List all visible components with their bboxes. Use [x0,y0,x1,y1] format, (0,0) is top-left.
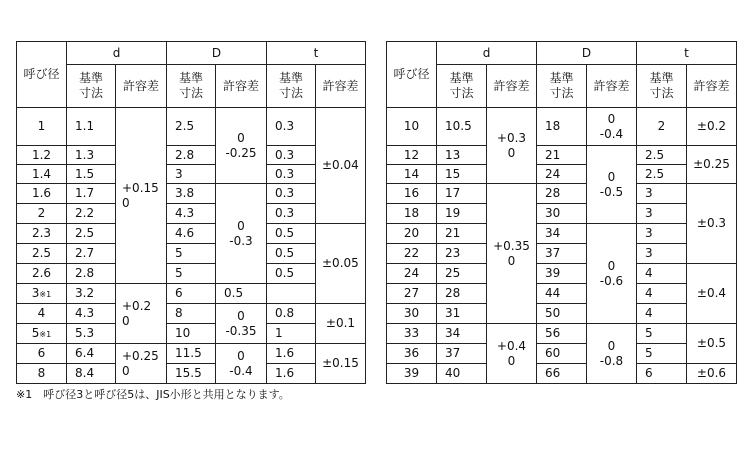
table-row [387,364,737,384]
D-basic-cell: 3.8 [167,184,216,204]
table-row [17,264,366,284]
d-basic-cell: 6.4 [67,344,116,364]
D-tolerance-cell: 0 -0.4 [587,108,637,146]
t-basic-cell: 3 [637,184,687,204]
D-basic-cell: 11.5 [167,344,216,364]
table-row [17,146,366,165]
nominal-cell: 10 [387,108,437,146]
table-row [387,284,737,304]
D-basic-cell: 5 [167,264,216,284]
nominal-cell: 30 [387,304,437,324]
header-d: d [437,42,537,65]
d-basic-cell: 2.8 [67,264,116,284]
t-basic-cell: 5 [637,344,687,364]
header-d: d [67,42,167,65]
D-tolerance-cell: 0 -0.25 [216,108,267,184]
t-basic-cell: 4 [637,284,687,304]
table-row [387,324,737,344]
nominal-cell: 39 [387,364,437,384]
nominal-cell: 2.6 [17,264,67,284]
footnote-marker: ※1 [39,289,52,299]
d-tolerance-cell: +0.2 0 [116,284,167,344]
D-basic-cell: 8 [167,304,216,324]
nominal-cell: 4 [17,304,67,324]
D-basic-cell: 50 [537,304,587,324]
D-basic-cell: 34 [537,224,587,244]
nominal-cell: 20 [387,224,437,244]
D-basic-cell: 39 [537,264,587,284]
t-basic-cell: 0.3 [267,204,316,224]
t-basic-cell: 2.5 [637,146,687,165]
nominal-cell: 6 [17,344,67,364]
d-basic-cell: 15 [437,165,487,184]
d-basic-cell: 1.7 [67,184,116,204]
table-row [387,344,737,364]
D-tolerance-cell: 0 -0.4 [216,344,267,384]
header-d-basic: 基準 寸法 [437,65,487,108]
d-basic-cell: 3.2 [67,284,116,304]
d-basic-cell: 10.5 [437,108,487,146]
d-basic-cell: 19 [437,204,487,224]
header-D-basic: 基準 寸法 [167,65,216,108]
t-basic-cell: 4 [637,304,687,324]
table-row [387,184,737,204]
header-D: D [537,42,637,65]
D-basic-cell: 37 [537,244,587,264]
d-basic-cell: 25 [437,264,487,284]
right-dimension-table [386,41,737,384]
table-row [17,204,366,224]
footnote: ※1 呼び径3と呼び径5は、JIS小形と共用となります。 [16,388,290,401]
d-basic-cell: 1.5 [67,165,116,184]
t-basic-cell: 2 [637,108,687,146]
nominal-cell: 8 [17,364,67,384]
D-basic-cell: 66 [537,364,587,384]
nominal-cell: 1.6 [17,184,67,204]
t-tolerance-cell: ±0.5 [687,324,737,364]
D-basic-cell: 2.5 [167,108,216,146]
d-tolerance-cell: +0.35 0 [487,184,537,324]
nominal-cell [17,324,67,344]
d-basic-cell: 2.7 [67,244,116,264]
d-basic-cell: 21 [437,224,487,244]
nominal-cell: 2 [17,204,67,224]
t-basic-cell: 3 [637,204,687,224]
header-t-tolerance: 許容差 [316,65,366,108]
t-basic-cell: 3 [637,244,687,264]
D-tolerance-cell: 0 -0.8 [587,324,637,384]
d-tolerance-cell: +0.15 0 [116,108,167,284]
table-row [17,224,366,244]
nominal-value: 5 [31,325,40,340]
D-basic-cell: 44 [537,284,587,304]
header-d-tolerance: 許容差 [116,65,167,108]
d-basic-cell: 2.2 [67,204,116,224]
table-row [387,304,737,324]
nominal-cell: 16 [387,184,437,204]
nominal-cell: 33 [387,324,437,344]
header-D-tolerance: 許容差 [587,65,637,108]
header-t-tolerance: 許容差 [687,65,737,108]
table-row [387,244,737,264]
nominal-cell: 2.3 [17,224,67,244]
D-basic-cell: 4.6 [167,224,216,244]
t-tolerance-cell: ±0.05 [316,224,366,304]
d-basic-cell: 2.5 [67,224,116,244]
table-row [17,184,366,204]
t-basic-cell: 0.8 [267,304,316,324]
header-t: t [637,42,737,65]
D-basic-cell: 4.3 [167,204,216,224]
header-t-basic: 基準 寸法 [637,65,687,108]
t-basic-cell: 0.3 [267,146,316,165]
t-tolerance-cell: ±0.04 [316,108,366,224]
table-row [17,324,366,344]
table-row [387,146,737,165]
t-tolerance-cell: ±0.6 [687,364,737,384]
t-basic-cell: 4 [637,264,687,284]
nominal-cell: 1 [17,108,67,146]
table-row [17,165,366,184]
header-d-tolerance: 許容差 [487,65,537,108]
t-tolerance-cell: ±0.2 [687,108,737,146]
D-basic-cell: 21 [537,146,587,165]
d-tolerance-cell: +0.3 0 [487,108,537,184]
table-row [17,364,366,384]
t-basic-cell: 5 [637,324,687,344]
d-tolerance-cell: +0.25 0 [116,344,167,384]
nominal-cell: 2.5 [17,244,67,264]
nominal-cell [17,284,67,304]
d-tolerance-cell: +0.4 0 [487,324,537,384]
t-tolerance-cell: ±0.3 [687,184,737,264]
header-nominal: 呼び径 [17,42,67,108]
nominal-cell: 27 [387,284,437,304]
t-basic-cell: 1.6 [267,344,316,364]
t-basic-cell: 1 [267,324,316,344]
d-basic-cell: 31 [437,304,487,324]
d-basic-cell: 4.3 [67,304,116,324]
nominal-cell: 22 [387,244,437,264]
nominal-cell: 1.2 [17,146,67,165]
t-basic-cell: 2.5 [637,165,687,184]
D-tolerance-cell: 0 -0.6 [587,224,637,324]
d-basic-cell: 28 [437,284,487,304]
table-row [17,108,366,146]
d-basic-cell: 5.3 [67,324,116,344]
table-row [17,344,366,364]
D-tolerance-cell: 0 -0.5 [587,146,637,224]
header-D: D [167,42,267,65]
header-d-basic: 基準 寸法 [67,65,116,108]
D-basic-cell: 56 [537,324,587,344]
d-basic-cell: 37 [437,344,487,364]
table-row [387,264,737,284]
table-row [17,304,366,324]
t-basic-cell: 3 [637,224,687,244]
D-basic-cell: 18 [537,108,587,146]
t-basic-cell: 0.3 [267,165,316,184]
header-t-basic: 基準 寸法 [267,65,316,108]
t-tolerance-cell: ±0.25 [687,146,737,184]
D-tolerance-cell: 0 -0.3 [216,184,267,284]
D-tolerance-cell: 0 -0.35 [216,304,267,344]
d-basic-cell: 23 [437,244,487,264]
t-basic-cell: 0.5 [267,224,316,244]
left-dimension-table [16,41,366,384]
D-basic-cell: 28 [537,184,587,204]
header-nominal: 呼び径 [387,42,437,108]
nominal-cell: 1.4 [17,165,67,184]
d-basic-cell: 17 [437,184,487,204]
footnote-marker: ※1 [39,329,52,339]
D-basic-cell: 6 [167,284,216,304]
D-basic-cell: 10 [167,324,216,344]
d-basic-cell: 1.1 [67,108,116,146]
t-basic-cell: 0.5 [216,284,267,304]
nominal-cell: 18 [387,204,437,224]
t-basic-cell: 0.3 [267,184,316,204]
d-basic-cell: 34 [437,324,487,344]
t-basic-cell: 0.3 [267,108,316,146]
t-tolerance-cell: ±0.1 [316,304,366,344]
d-basic-cell: 1.3 [67,146,116,165]
header-t: t [267,42,366,65]
d-basic-cell: 8.4 [67,364,116,384]
t-tolerance-cell: ±0.15 [316,344,366,384]
header-D-basic: 基準 寸法 [537,65,587,108]
d-basic-cell: 40 [437,364,487,384]
t-basic-cell: 0.5 [267,264,316,284]
table-row [387,224,737,244]
d-basic-cell: 13 [437,146,487,165]
nominal-cell: 14 [387,165,437,184]
table-row [387,204,737,224]
t-basic-cell: 6 [637,364,687,384]
D-basic-cell: 5 [167,244,216,264]
nominal-cell: 12 [387,146,437,165]
D-basic-cell: 3 [167,165,216,184]
D-basic-cell: 24 [537,165,587,184]
D-basic-cell: 2.8 [167,146,216,165]
table-row [17,244,366,264]
nominal-cell: 24 [387,264,437,284]
D-basic-cell: 15.5 [167,364,216,384]
D-basic-cell: 30 [537,204,587,224]
nominal-cell: 36 [387,344,437,364]
nominal-value: 3 [31,285,40,300]
table-row [387,108,737,146]
t-basic-cell: 1.6 [267,364,316,384]
D-basic-cell: 60 [537,344,587,364]
table-row [387,165,737,184]
t-basic-cell: 0.5 [267,244,316,264]
t-tolerance-cell: ±0.4 [687,264,737,324]
header-D-tolerance: 許容差 [216,65,267,108]
table-row [17,284,366,304]
